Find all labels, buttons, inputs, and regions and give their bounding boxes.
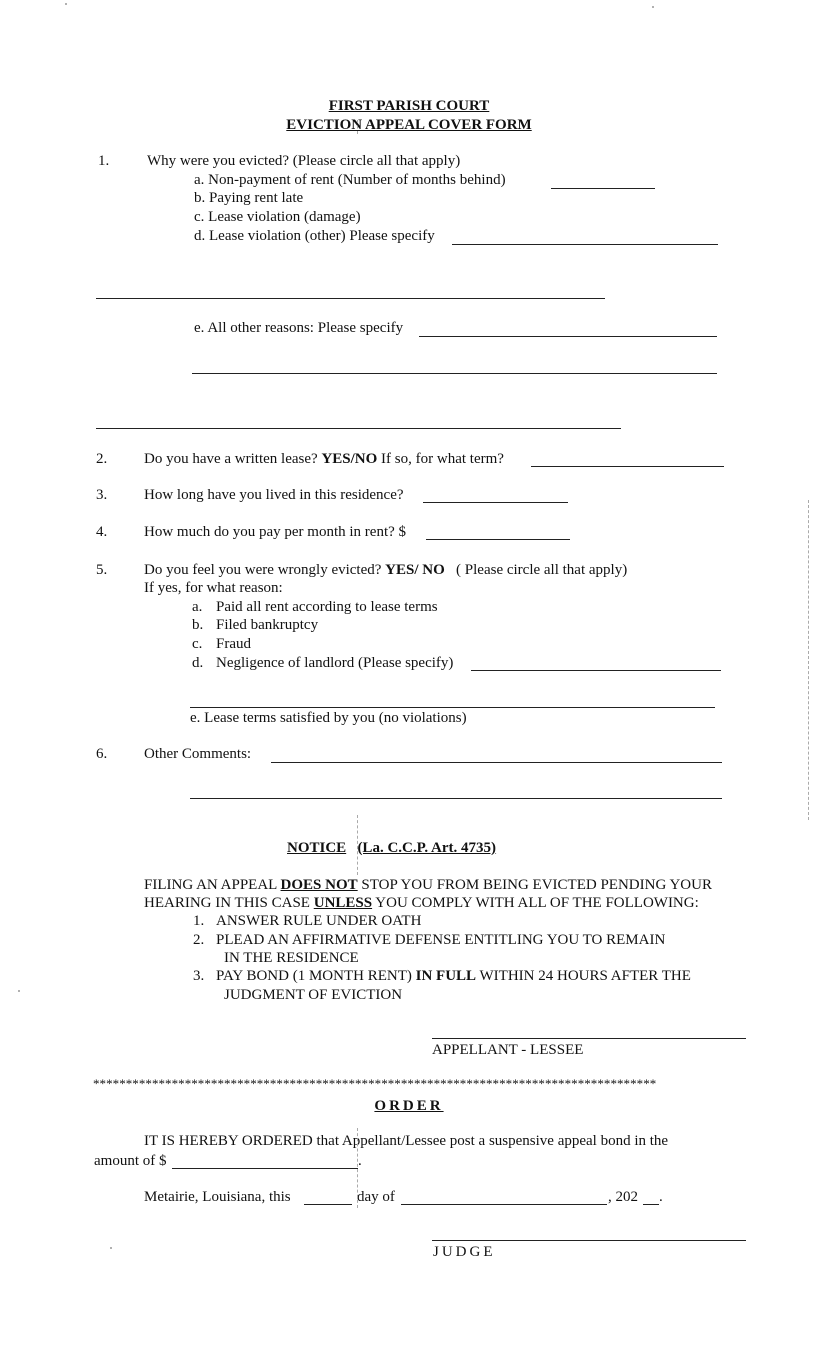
q2-yes-no[interactable]: YES/NO: [321, 451, 378, 467]
judge-label: JUDGE: [433, 1244, 496, 1260]
q4-amount-line[interactable]: [426, 539, 570, 540]
scan-artifact: [357, 1128, 359, 1208]
day-line[interactable]: [304, 1204, 352, 1205]
q4-number: 4.: [96, 524, 108, 540]
notice-line-1: FILING AN APPEAL DOES NOT STOP YOU FROM BEING EVICTED PENDING YOUR: [144, 877, 712, 893]
appellant-signature-line[interactable]: [432, 1038, 746, 1039]
q6-comments-line[interactable]: [271, 762, 722, 763]
notice-heading: NOTICE (La. C.C.P. Art. 4735): [287, 840, 497, 856]
notice-item-2-num: 2.: [193, 932, 205, 948]
q5-d-line-2[interactable]: [190, 707, 715, 708]
place-text: Metairie, Louisiana, this: [144, 1189, 291, 1205]
q5-a-label: a.: [192, 599, 203, 615]
q5-option-a: Paid all rent according to lease terms: [216, 599, 438, 615]
notice-item-3a: PAY BOND (1 MONTH RENT) IN FULL WITHIN 24 HOURS AFTER THE: [216, 968, 691, 984]
notice-item-3b: JUDGMENT OF EVICTION: [224, 987, 403, 1003]
q1-e-specify-line[interactable]: [419, 336, 717, 337]
notice-item-1-num: 1.: [193, 913, 205, 929]
form-title: EVICTION APPEAL COVER FORM: [286, 117, 532, 133]
q5-option-d: Negligence of landlord (Please specify): [216, 655, 454, 671]
q5-number: 5.: [96, 562, 108, 578]
q3-number: 3.: [96, 487, 108, 503]
q1-d-specify-line[interactable]: [452, 244, 718, 245]
q3-text: How long have you lived in this residence?: [144, 487, 404, 503]
q1-months-line[interactable]: [551, 188, 655, 189]
q2-term-line[interactable]: [531, 466, 724, 467]
notice-item-1: ANSWER RULE UNDER OATH: [216, 913, 422, 929]
year-text: , 202: [608, 1189, 638, 1205]
q5-option-c: Fraud: [216, 636, 251, 652]
q1-option-d: d. Lease violation (other) Please specify: [194, 228, 435, 244]
q1-option-b: b. Paying rent late: [194, 190, 304, 206]
q2-text: Do you have a written lease? YES/NO If so, for what term?: [144, 451, 504, 467]
bond-amount-line[interactable]: [172, 1168, 358, 1169]
scan-artifact: [18, 990, 20, 992]
q2-number: 2.: [96, 451, 108, 467]
order-amount-end: .: [358, 1153, 362, 1169]
q6-comments-line-2[interactable]: [190, 798, 722, 799]
q5-option-e: e. Lease terms satisfied by you (no violations): [190, 710, 467, 726]
q5-c-label: c.: [192, 636, 203, 652]
notice-item-2a: PLEAD AN AFFIRMATIVE DEFENSE ENTITLING YOU TO REMAIN: [216, 932, 666, 948]
scan-artifact: [808, 500, 810, 820]
scan-artifact: [357, 815, 359, 875]
q1-e-line-3[interactable]: [96, 428, 621, 429]
q4-text: How much do you pay per month in rent? $: [144, 524, 407, 540]
order-title: ORDER: [374, 1098, 444, 1114]
scan-artifact: [652, 6, 654, 8]
year-end: .: [659, 1189, 663, 1205]
q6-text: Other Comments:: [144, 746, 252, 762]
q1-e-line-2[interactable]: [192, 373, 717, 374]
order-text-1: IT IS HEREBY ORDERED that Appellant/Lessee post a suspensive appeal bond in the: [144, 1133, 669, 1149]
court-title: FIRST PARISH COURT: [328, 98, 490, 114]
notice-item-3-num: 3.: [193, 968, 205, 984]
judge-signature-line[interactable]: [432, 1240, 746, 1241]
q5-d-label: d.: [192, 655, 204, 671]
q1-option-e: e. All other reasons: Please specify: [194, 320, 404, 336]
q5-b-label: b.: [192, 617, 204, 633]
q6-number: 6.: [96, 746, 108, 762]
month-line[interactable]: [401, 1204, 607, 1205]
order-amount-label: amount of $: [94, 1153, 167, 1169]
q1-text: Why were you evicted? (Please circle all that apply): [147, 153, 461, 169]
separator-stars: **************************************************************************************: [93, 1076, 657, 1091]
notice-line-2: HEARING IN THIS CASE UNLESS YOU COMPLY WITH ALL OF THE FOLLOWING:: [144, 895, 699, 911]
day-of-text: day of: [357, 1189, 395, 1205]
q5-d-specify-line[interactable]: [471, 670, 721, 671]
year-digit-line[interactable]: [643, 1204, 659, 1205]
q1-option-a: a. Non-payment of rent (Number of months behind): [194, 172, 506, 188]
q1-number: 1.: [98, 153, 110, 169]
scan-artifact: [357, 120, 359, 134]
scan-artifact: [65, 3, 67, 5]
q3-answer-line[interactable]: [423, 502, 568, 503]
q5-yes-no[interactable]: YES/ NO: [385, 562, 445, 578]
q5-text: Do you feel you were wrongly evicted? YES/ NO ( Please circle all that apply): [144, 562, 628, 578]
q1-d-continuation-line[interactable]: [96, 298, 605, 299]
appellant-signature-label: APPELLANT - LESSEE: [432, 1042, 584, 1058]
q5-option-b: Filed bankruptcy: [216, 617, 319, 633]
q1-option-c: c. Lease violation (damage): [194, 209, 361, 225]
scan-artifact: [110, 1247, 112, 1249]
notice-item-2b: IN THE RESIDENCE: [224, 950, 359, 966]
q5-subtext: If yes, for what reason:: [144, 580, 283, 596]
